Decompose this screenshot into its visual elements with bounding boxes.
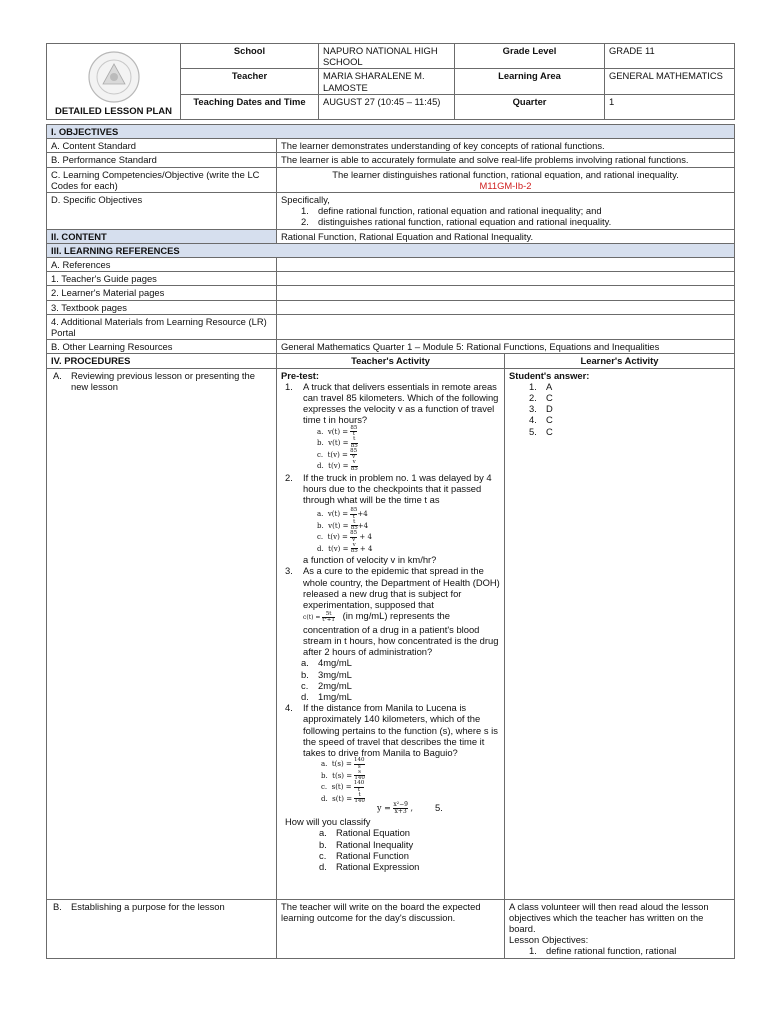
question-3-choices xyxy=(281,657,500,702)
pretest-questions xyxy=(281,381,500,426)
additional-materials-value xyxy=(277,314,735,339)
procedure-b-teacher: The teacher will write on the board the expected learning outcome for the day's discussion. xyxy=(277,899,505,958)
objectives-heading: I. OBJECTIVES xyxy=(47,125,735,139)
procedure-b-letter: B. xyxy=(53,900,62,912)
question-1: 1. A truck that delivers essentials in remote areas can travel 85 kilometers. Which of the following expresses the velocity v as a function of travel time t in hours? xyxy=(285,380,499,426)
student-answers xyxy=(509,381,730,437)
grade-level-label: Grade Level xyxy=(455,44,605,69)
performance-standard-label: B. Performance Standard xyxy=(47,153,277,167)
competency-label: C. Learning Competencies/Objective (write the LC Codes for each) xyxy=(47,167,277,192)
teaching-dates-label: Teaching Dates and Time xyxy=(181,94,319,119)
references-value xyxy=(277,258,735,272)
content-standard-label: A. Content Standard xyxy=(47,139,277,153)
lesson-plan-table xyxy=(46,124,735,959)
list-item: 3. D xyxy=(529,403,553,415)
pretest-label: Pre-test: xyxy=(281,369,320,381)
list-item: d. 1mg/mL xyxy=(301,691,352,703)
learning-area-value: GENERAL MATHEMATICS xyxy=(605,69,735,94)
references-label: A. References xyxy=(47,258,277,272)
learners-material-label: 2. Learner's Material pages xyxy=(47,286,277,300)
learning-area-label: Learning Area xyxy=(455,69,605,94)
other-resources-label: B. Other Learning Resources xyxy=(47,340,277,354)
teaching-dates-value: AUGUST 27 (10:45 – 11:45) xyxy=(319,94,455,119)
list-item: 1. A xyxy=(529,380,553,392)
header-table xyxy=(46,43,735,120)
list-item: 5. C xyxy=(529,425,553,437)
deped-seal-icon xyxy=(79,50,149,110)
school-value: NAPURO NATIONAL HIGH SCHOOL xyxy=(319,44,455,69)
list-item: b. 3mg/mL xyxy=(301,668,352,680)
teacher-value: MARIA SHARALENE M. LAMOSTE xyxy=(319,69,455,94)
list-item: 1. define rational function, rational equation and rational inequality; and xyxy=(301,205,602,217)
question-4: 4. If the distance from Manila to Lucena is approximately 140 kilometers, which of the following pertains to the function (s), where s is the speed of travel that describes the time it takes to drive from Manila to Baguio? xyxy=(285,702,498,759)
textbook-value xyxy=(277,300,735,314)
list-item: a. 4mg/mL xyxy=(301,657,352,669)
learner-activity-heading: Learner's Activity xyxy=(505,354,735,368)
procedure-a-label-cell xyxy=(47,368,277,899)
competency-code: M11GM-Ib-2 xyxy=(479,179,532,191)
list-item: c. 2mg/mL xyxy=(301,679,352,691)
quarter-value: 1 xyxy=(605,94,735,119)
learners-material-value xyxy=(277,286,735,300)
grade-level-value: GRADE 11 xyxy=(605,44,735,69)
specific-objectives-cell xyxy=(277,193,735,230)
content-value: Rational Function, Rational Equation and Rational Inequality. xyxy=(277,229,735,243)
question-5: How will you classify xyxy=(285,816,371,828)
list-item: 2. distinguishes rational function, rational equation and rational inequality. xyxy=(301,216,612,228)
question-5-number: 5. xyxy=(435,802,443,814)
list-item: b. Rational Inequality xyxy=(319,838,414,850)
student-answer-heading: Student's answer: xyxy=(509,369,590,381)
teacher-label: Teacher xyxy=(181,69,319,94)
question-2-choices: a. v(t) = $\frac{85}{t}$ +4 b. v(t) = $\frac{t}{85}$ +4 c. t(v) = $\frac{85}{v}$ + 4 d. t(v) = $\frac{v}{85}$ + 4 xyxy=(317,507,373,555)
competency-cell xyxy=(277,167,735,192)
teachers-guide-value xyxy=(277,272,735,286)
logo-cell xyxy=(47,44,181,120)
competency-value: The learner distinguishes rational function, rational equation, and rational inequality. xyxy=(332,168,679,180)
specific-objectives-list xyxy=(281,205,730,227)
procedure-a-label: Reviewing previous lesson or presenting the new lesson xyxy=(71,369,255,392)
procedure-b-learner-cell xyxy=(505,899,735,958)
procedures-heading: IV. PROCEDURES xyxy=(47,354,277,368)
procedure-b-learner: A class volunteer will then read aloud the lesson objectives which the teacher has written on the board. xyxy=(509,900,709,935)
procedure-b-label-cell xyxy=(47,899,277,958)
question-2-tail: a function of velocity v in km/hr? xyxy=(303,554,437,566)
performance-standard-value: The learner is able to accurately formulate and solve real-life problems involving rational functions. xyxy=(277,153,735,167)
procedure-a-letter: A. xyxy=(53,369,62,381)
question-3: 3. As a cure to the epidemic that spread in the whole country, the Department of Health (DOH) released a new drug that is subject for experimentation, supposed that c(t) = $\frac{5t}{\text{t²+1}}$ (in mg/mL) represents the concentration of a drug in a patient's blood stream in t hours, how concentrated is the drug after 2 hours of administration? xyxy=(285,565,500,658)
list-item: c. Rational Function xyxy=(319,849,409,861)
specific-intro: Specifically, xyxy=(281,194,330,206)
document-title: DETAILED LESSON PLAN xyxy=(55,105,172,117)
list-item: 4. C xyxy=(529,414,553,426)
content-heading: II. CONTENT xyxy=(47,229,277,243)
question-2: 2. If the truck in problem no. 1 was delayed by 4 hours due to the checkpoints that it passed through what will be the time t as xyxy=(285,471,492,506)
question-5-choices xyxy=(299,827,500,872)
question-5-row: y = $\frac{\text{x²−9}}{x+3}$ , 5. xyxy=(377,801,443,816)
content-standard-value: The learner demonstrates understanding of key concepts of rational functions. xyxy=(277,139,735,153)
teacher-activity-heading: Teacher's Activity xyxy=(277,354,505,368)
teachers-guide-label: 1. Teacher's Guide pages xyxy=(47,272,277,286)
procedure-a-teacher-cell xyxy=(277,368,505,899)
specific-objectives-label: D. Specific Objectives xyxy=(47,193,277,230)
lesson-objectives-label: Lesson Objectives: xyxy=(509,934,589,946)
list-item: a. Rational Equation xyxy=(319,827,411,839)
list-item: d. Rational Expression xyxy=(319,861,420,873)
question-4-choices: a. t(s) = $\frac{140}{s}$ b. t(s) = $\frac{s}{140}$ c. s(t) = $\frac{140}{t}$ d. s(t) = $\frac{t}{140}$ xyxy=(321,757,365,805)
additional-materials-label: 4. Additional Materials from Learning Resource (LR) Portal xyxy=(47,314,277,339)
quarter-label: Quarter xyxy=(455,94,605,119)
question-1-choices: a. v(t) = $\frac{85}{t}$ b. v(t) = $\frac{t}{85}$ c. t(v) = $\frac{85}{v}$ d. t(v) = $\frac{v}{85}$ xyxy=(317,424,358,472)
list-item: 2. C xyxy=(529,392,553,404)
school-label: School xyxy=(181,44,319,69)
textbook-label: 3. Textbook pages xyxy=(47,300,277,314)
other-resources-value: General Mathematics Quarter 1 – Module 5: Rational Functions, Equations and Inequalities xyxy=(277,340,735,354)
list-item: 1. define rational function, rational xyxy=(529,945,677,957)
procedure-a-learner-cell xyxy=(505,368,735,899)
procedure-b-label: Establishing a purpose for the lesson xyxy=(71,900,225,912)
references-heading: III. LEARNING REFERENCES xyxy=(47,243,735,257)
